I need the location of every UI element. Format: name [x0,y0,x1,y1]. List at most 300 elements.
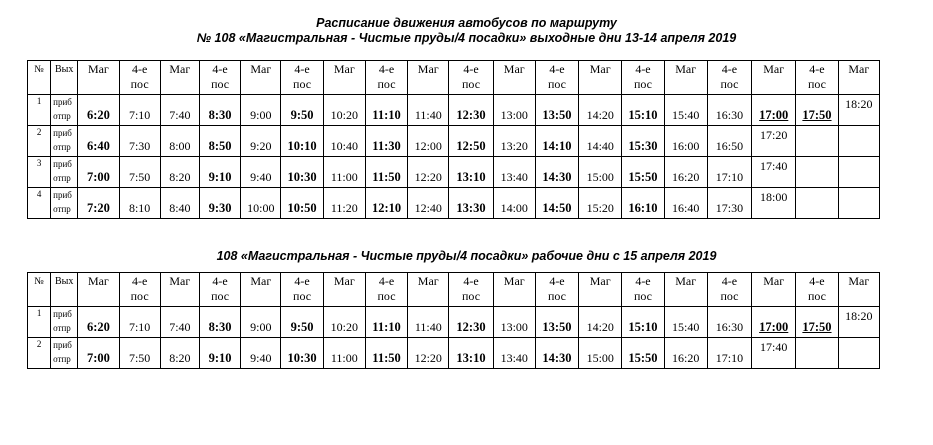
time-cell [323,188,365,219]
time-cell [796,307,838,338]
time-value: 10:00 [247,201,275,215]
table-row [28,188,880,219]
header-stop [535,61,578,95]
time-cell [535,95,578,126]
table-row [28,95,880,126]
time-cell [752,126,796,157]
time-cell [78,307,119,338]
header-stop [119,61,160,95]
time-cell [838,157,879,188]
time-cell [535,126,578,157]
time-cell [796,338,838,369]
time-cell [796,126,838,157]
time-value: 10:20 [330,320,358,334]
time-value: 16:20 [672,351,700,365]
header-stop-part: пос [211,289,230,303]
table-row [28,338,880,369]
row-number: 2 [28,126,51,157]
time-value: 7:10 [128,108,151,122]
time-cell [838,188,879,219]
time-value: 9:00 [250,320,272,334]
time-value: 17:00 [759,320,789,334]
label-prib: приб [53,190,72,200]
header-stop-part: пос [211,77,230,91]
time-value: 17:10 [715,170,744,184]
time-cell [535,338,578,369]
time-cell [493,307,535,338]
time-cell [752,338,796,369]
time-value: 7:50 [128,351,151,365]
header-stop [199,273,240,307]
time-value: 13:50 [542,320,572,334]
header-stop-part: 4-е [635,62,651,76]
time-cell [493,95,535,126]
header-vyh: Вых [51,61,78,95]
header-stop-part: пос [130,289,149,303]
time-cell [160,188,199,219]
header-stop-part: 4-е [549,274,565,288]
header-stop [622,61,664,95]
time-value: 11:40 [414,108,442,122]
time-value: 15:50 [628,351,658,365]
header-vyh: Вых [51,273,78,307]
row-number: 2 [28,338,51,369]
header-stop [199,61,240,95]
time-cell [199,126,240,157]
time-cell [449,188,493,219]
time-value: 9:40 [250,351,272,365]
time-value: 12:40 [414,201,442,215]
time-cell [241,307,281,338]
time-value: 16:20 [672,170,700,184]
time-cell [199,188,240,219]
time-value: 8:20 [169,170,191,184]
time-cell [199,95,240,126]
header-stop-part: пос [547,289,566,303]
time-cell [119,157,160,188]
header-stop: Маг [241,61,281,95]
time-cell [579,126,622,157]
header-stop-part: 4-е [131,62,148,76]
time-value: 15:10 [628,108,658,122]
time-value: 13:30 [456,201,486,215]
label-prib: приб [53,340,72,350]
time-cell [796,157,838,188]
time-cell [281,188,323,219]
time-cell [365,338,407,369]
time-value: 13:00 [500,320,528,334]
label-otpr: отпр [53,323,71,333]
time-value: 14:50 [542,201,572,215]
header-stop-part: пос [293,77,312,91]
time-cell [493,157,535,188]
header-stop: Маг [838,61,879,95]
header-stop [119,273,160,307]
label-prib: приб [53,159,72,169]
time-cell [622,188,664,219]
header-stop-part: 4-е [294,274,310,288]
header-stop-part: пос [293,289,312,303]
header-stop-part: 4-е [294,62,310,76]
header-stop [796,273,838,307]
time-cell [408,307,449,338]
time-value: 17:10 [715,351,744,365]
time-cell [119,95,160,126]
time-cell [579,188,622,219]
header-row [28,61,880,95]
weekend-title-line2: № 108 «Магистральная - Чистые пруды/4 посадки» выходные дни 13-14 апреля 2019 [196,31,737,45]
header-stop-part: 4-е [131,274,148,288]
table-row [28,126,880,157]
time-value: 11:10 [372,108,401,122]
time-cell [493,338,535,369]
row-number: 4 [28,188,51,219]
row-labels [51,157,78,188]
header-stop: Маг [323,273,365,307]
row-labels [51,307,78,338]
time-value: 6:20 [86,108,110,122]
time-value: 17:50 [802,320,832,334]
header-stop-part: 4-е [721,62,738,76]
time-cell [622,307,664,338]
time-cell [160,95,199,126]
time-value: 11:00 [330,351,358,365]
time-value: 9:00 [250,108,272,122]
time-value: 18:00 [760,190,788,204]
time-value: 7:40 [169,108,191,122]
time-value: 13:10 [456,351,486,365]
time-value: 13:40 [500,170,528,184]
time-value: 11:30 [372,139,401,153]
header-stop-part: 4-е [378,62,395,76]
time-cell [707,95,751,126]
header-stop: Маг [78,273,119,307]
header-stop-part: пос [633,77,652,91]
time-cell [365,95,407,126]
header-stop-part: пос [461,289,481,303]
time-cell [365,307,407,338]
header-stop: Маг [408,273,449,307]
time-value: 10:50 [287,201,317,215]
time-value: 11:50 [372,170,401,184]
row-labels [51,126,78,157]
header-stop [449,61,493,95]
time-value: 16:50 [715,139,744,153]
time-value: 10:30 [287,170,317,184]
time-cell [323,157,365,188]
header-stop: Маг [752,61,796,95]
header-stop [365,61,407,95]
header-stop: Маг [493,273,535,307]
header-stop-part: пос [547,77,566,91]
time-value: 14:10 [542,139,572,153]
time-value: 14:00 [500,201,528,215]
weekday-schedule-table [27,272,880,369]
header-stop: Маг [579,273,622,307]
time-value: 7:00 [86,351,110,365]
time-cell [365,188,407,219]
time-cell [323,338,365,369]
time-value: 6:20 [86,320,110,334]
header-stop-part: 4-е [378,274,395,288]
label-otpr: отпр [53,354,71,364]
time-cell [160,338,199,369]
row-number: 1 [28,95,51,126]
time-cell [241,188,281,219]
time-value: 9:50 [290,320,314,334]
time-cell [160,307,199,338]
time-cell [493,188,535,219]
header-stop: Маг [78,61,119,95]
time-cell [707,188,751,219]
time-cell [838,126,879,157]
time-cell [408,126,449,157]
time-cell [199,157,240,188]
time-cell [323,126,365,157]
time-cell [579,307,622,338]
time-cell [535,188,578,219]
time-cell [579,95,622,126]
time-cell [838,338,879,369]
weekend-schedule-table [27,60,880,219]
time-cell [78,126,119,157]
time-value: 15:40 [672,108,700,122]
header-stop-part: 4-е [212,62,228,76]
time-value: 16:40 [672,201,700,215]
header-stop: Маг [493,61,535,95]
header-stop [622,273,664,307]
time-cell [622,95,664,126]
time-cell [664,126,707,157]
time-value: 11:40 [414,320,442,334]
header-stop [281,61,323,95]
time-cell [493,126,535,157]
time-value: 14:30 [542,351,572,365]
time-value: 8:50 [208,139,232,153]
header-num: № [28,61,51,95]
time-value: 11:20 [330,201,358,215]
header-stop-part: пос [720,77,739,91]
time-cell [241,126,281,157]
row-labels [51,338,78,369]
time-value: 12:00 [414,139,442,153]
header-stop-part: 4-е [721,274,738,288]
time-value [839,215,879,218]
time-cell [796,95,838,126]
time-value: 8:30 [208,320,232,334]
time-value: 9:40 [250,170,272,184]
time-value: 11:50 [372,351,401,365]
time-cell [241,157,281,188]
time-cell [119,126,160,157]
time-value: 13:50 [542,108,572,122]
time-value: 12:10 [371,201,402,215]
time-cell [449,307,493,338]
header-stop-part: 4-е [549,62,565,76]
time-cell [838,307,879,338]
time-value: 8:30 [208,108,232,122]
time-value: 17:20 [760,128,788,142]
header-stop: Маг [838,273,879,307]
header-stop [281,273,323,307]
time-value: 12:50 [456,139,486,153]
time-value: 15:20 [586,201,614,215]
time-value: 12:30 [456,108,486,122]
header-stop [796,61,838,95]
time-cell [752,188,796,219]
time-value: 10:40 [330,139,358,153]
header-stop: Маг [664,273,707,307]
time-value: 6:40 [86,139,110,153]
header-stop-part: пос [377,289,396,303]
time-cell [752,95,796,126]
time-value: 18:20 [845,97,873,111]
time-value: 7:40 [169,320,191,334]
header-stop: Маг [752,273,796,307]
header-stop: Маг [241,273,281,307]
header-stop-part: пос [807,77,826,91]
header-stop: Маг [664,61,707,95]
time-cell [622,126,664,157]
time-value [796,365,837,368]
time-cell [707,338,751,369]
time-cell [449,157,493,188]
time-cell [281,95,323,126]
time-value: 15:40 [672,320,700,334]
time-cell [752,307,796,338]
time-value: 14:20 [586,320,614,334]
header-stop-part: 4-е [809,274,825,288]
time-cell [365,157,407,188]
header-stop-part: пос [461,77,481,91]
table-row [28,157,880,188]
time-cell [622,157,664,188]
table-row [28,307,880,338]
time-cell [160,157,199,188]
time-value: 14:40 [586,139,614,153]
time-value: 15:30 [628,139,658,153]
time-cell [838,95,879,126]
time-cell [78,95,119,126]
weekday-title: 108 «Магистральная - Чистые пруды/4 посадки» рабочие дни с 15 апреля 2019 [216,249,717,263]
header-stop [707,273,751,307]
time-cell [664,307,707,338]
time-value: 8:00 [169,139,191,153]
time-cell [796,188,838,219]
time-cell [449,95,493,126]
time-value: 13:40 [500,351,528,365]
time-value: 15:10 [628,320,658,334]
time-cell [408,157,449,188]
time-value: 13:10 [456,170,486,184]
time-value: 13:00 [500,108,528,122]
time-value: 16:00 [672,139,700,153]
time-value: 16:30 [715,108,744,122]
time-cell [78,157,119,188]
time-cell [579,157,622,188]
header-stop [449,273,493,307]
time-value: 16:10 [628,201,658,215]
time-value: 7:10 [128,320,151,334]
time-cell [752,157,796,188]
time-value [796,215,837,218]
time-value: 8:10 [128,201,151,215]
label-otpr: отпр [53,173,71,183]
time-cell [323,307,365,338]
time-value: 7:50 [128,170,151,184]
time-cell [535,307,578,338]
time-cell [408,95,449,126]
time-value: 12:20 [414,170,442,184]
time-value: 16:30 [715,320,744,334]
time-cell [160,126,199,157]
header-stop-part: пос [633,289,652,303]
header-stop: Маг [160,61,199,95]
time-value: 15:00 [586,351,614,365]
label-prib: приб [53,97,72,107]
label-otpr: отпр [53,111,71,121]
weekend-title-line1: Расписание движения автобусов по маршруту [316,16,617,30]
time-value: 15:50 [628,170,658,184]
header-stop: Маг [408,61,449,95]
time-value: 17:50 [802,108,832,122]
time-value: 17:30 [715,201,744,215]
time-value: 13:20 [500,139,528,153]
time-value: 15:00 [586,170,614,184]
time-cell [119,188,160,219]
time-cell [707,126,751,157]
time-cell [281,157,323,188]
header-stop-part: пос [807,289,826,303]
time-cell [365,126,407,157]
row-labels [51,188,78,219]
time-value [839,365,879,368]
header-stop-part: пос [377,77,396,91]
time-value: 9:10 [208,170,232,184]
time-value: 10:10 [287,139,317,153]
time-cell [323,95,365,126]
time-cell [707,307,751,338]
header-stop [707,61,751,95]
time-value: 10:30 [287,351,317,365]
time-cell [241,338,281,369]
time-value: 8:40 [169,201,191,215]
row-number: 1 [28,307,51,338]
time-value: 12:30 [456,320,486,334]
time-cell [449,126,493,157]
header-stop-part: 4-е [463,274,479,288]
time-value: 8:20 [169,351,191,365]
time-value: 9:50 [290,108,314,122]
header-stop-part: пос [720,289,739,303]
time-cell [281,338,323,369]
time-value: 11:00 [330,170,358,184]
time-cell [119,338,160,369]
time-value: 12:20 [414,351,442,365]
time-value: 11:10 [372,320,401,334]
header-stop [365,273,407,307]
time-value: 17:40 [760,159,788,173]
time-cell [707,157,751,188]
time-cell [449,338,493,369]
label-otpr: отпр [53,204,71,214]
time-value: 7:00 [86,170,110,184]
time-value: 9:30 [208,201,232,215]
time-value: 18:20 [845,309,873,323]
time-value: 7:20 [86,201,110,215]
time-value: 9:20 [250,139,272,153]
time-cell [664,157,707,188]
